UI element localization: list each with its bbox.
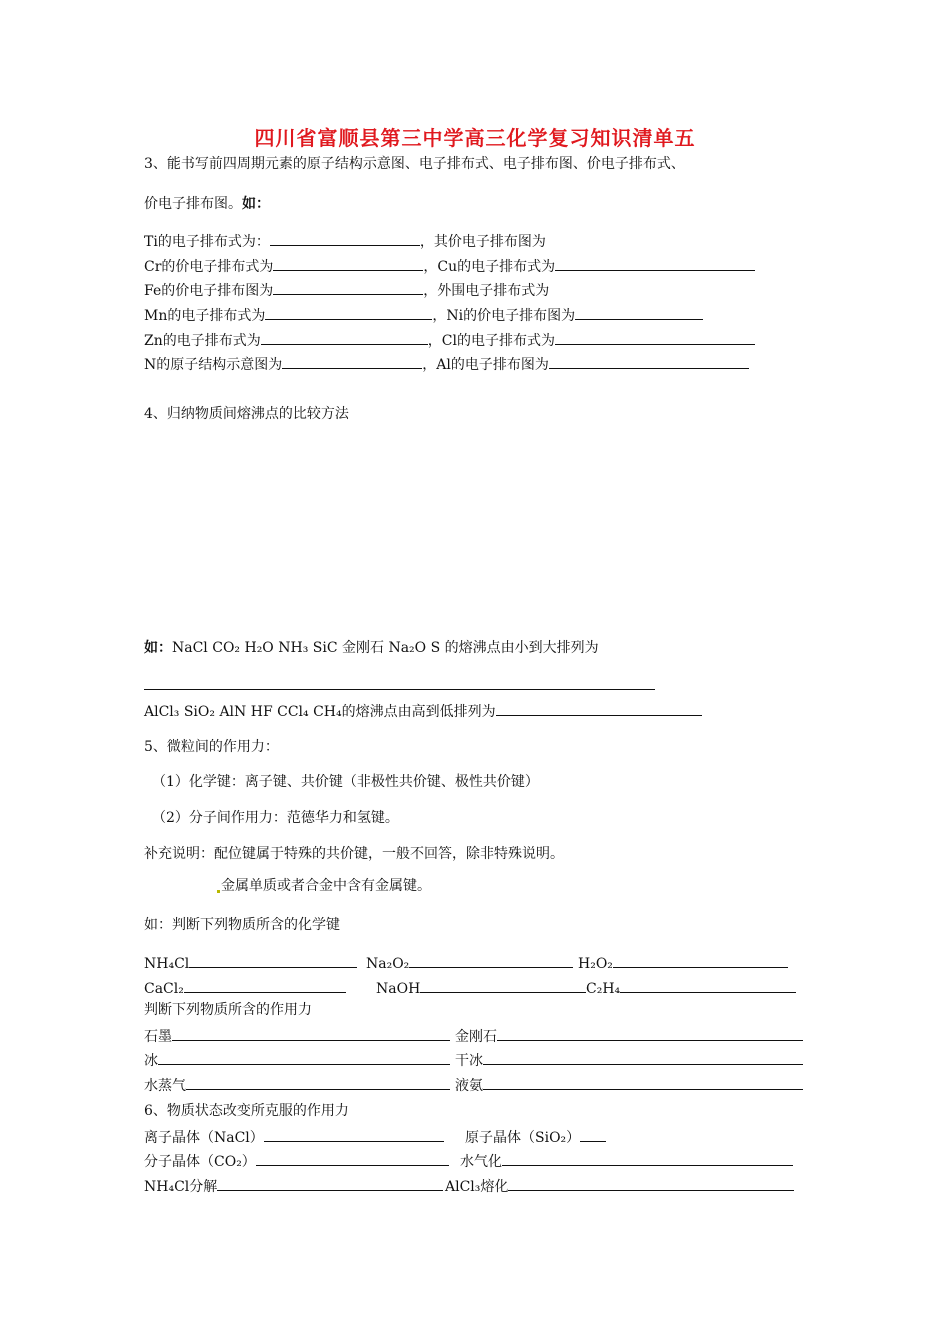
intermolecular-force-point: （2）分子间作用力：范德华力和氢键。 [152,810,399,826]
answer-blank[interactable] [613,952,788,968]
answer-blank[interactable] [555,329,755,345]
cr-config-line: Cr的价电子排布式为 ，Cu的电子排布式为 [144,255,755,277]
answer-blank[interactable] [264,1126,444,1142]
answer-blank[interactable] [273,255,423,271]
answer-blank[interactable] [508,1175,794,1191]
answer-blank[interactable] [497,1025,803,1041]
fe-config-line: Fe的价电子排布图为 ，外围电子排布式为 [144,279,549,301]
for-example-label: 如： [242,196,270,212]
nh4cl-decompose-item: NH₄Cl分解 [144,1175,443,1197]
melting-example-2: AlCl₃ SiO₂ AlN HF CCl₄ CH₄的熔沸点由高到低排列为 [144,700,702,722]
intro-text: 价电子排布图。 [144,196,242,212]
ionic-crystal-item: 离子晶体（NaCl） [144,1126,444,1148]
molecular-crystal-item: 分子晶体（CO₂） [144,1150,449,1172]
answer-blank[interactable] [483,1049,803,1065]
answer-blank[interactable] [256,1150,449,1166]
vaporization-item: 水气化 [460,1150,793,1172]
liquid-ammonia-item: 液氨 [455,1074,803,1096]
chemical-bond-point: （1）化学键：离子键、共价键（非极性共价键、极性共价键） [152,774,539,790]
atomic-crystal-item: 原子晶体（SiO₂） [465,1126,606,1148]
na2o2-item: Na₂O₂ [366,952,573,974]
c2h4-item: C₂H₄ [586,977,796,999]
answer-blank[interactable] [420,977,586,993]
answer-blank[interactable] [273,279,423,295]
answer-blank[interactable] [261,329,428,345]
answer-blank[interactable] [483,1074,803,1090]
section-3-intro: 3、能书写前四周期元素的原子结构示意图、电子排布式、电子排布图、价电子排布式、 [144,156,685,172]
bond-judge-prompt: 如：判断下列物质所含的化学键 [144,917,340,933]
answer-blank[interactable] [265,304,432,320]
zn-config-line: Zn的电子排布式为 ，Cl的电子排布式为 [144,329,755,351]
answer-blank[interactable] [282,353,422,369]
section-6-heading: 6、物质状态改变所克服的作用力 [144,1103,349,1119]
answer-blank[interactable] [502,1150,793,1166]
answer-blank[interactable] [189,952,357,968]
answer-blank[interactable] [158,1049,450,1065]
answer-blank[interactable] [580,1126,606,1142]
section-5-heading: 5、微粒间的作用力： [144,739,279,755]
graphite-item: 石墨 [144,1025,450,1047]
supplement-note: 补充说明：配位键属于特殊的共价键，一般不回答，除非特殊说明。 [144,846,564,862]
answer-blank[interactable] [186,1074,450,1090]
page-title: 四川省富顺县第三中学高三化学复习知识清单五 [254,126,696,150]
answer-blank[interactable] [409,952,573,968]
answer-blank[interactable] [496,700,702,716]
ice-item: 冰 [144,1049,450,1071]
answer-blank[interactable] [555,255,755,271]
melting-example-1: 如：NaCl CO₂ H₂O NH₃ SiC 金刚石 Na₂O S 的熔沸点由小到大排列为 [144,640,599,656]
answer-blank[interactable] [184,977,346,993]
water-vapor-item: 水蒸气 [144,1074,450,1096]
answer-blank[interactable] [575,304,703,320]
answer-line[interactable] [144,689,655,690]
mark-dot [217,890,220,893]
force-judge-prompt: 判断下列物质所含的作用力 [144,1002,312,1018]
section-3-intro-cont [144,194,270,214]
cacl2-item: CaCl₂ [144,977,346,999]
h2o2-item: H₂O₂ [578,952,788,974]
answer-blank[interactable] [172,1025,450,1041]
answer-blank[interactable] [549,353,749,369]
naoh-item: NaOH [376,977,586,999]
n-config-line: N的原子结构示意图为 ，Al的电子排布图为 [144,353,749,375]
dry-ice-item: 干冰 [455,1049,803,1071]
nh4cl-item: NH₄Cl [144,952,357,974]
answer-blank[interactable] [270,230,420,246]
diamond-item: 金刚石 [455,1025,803,1047]
metal-bond-note: 金属单质或者合金中含有金属键。 [216,876,431,896]
answer-blank[interactable] [217,1175,443,1191]
answer-blank[interactable] [620,977,796,993]
ti-config-line: Ti的电子排布式为： ，其价电子排布图为 [144,230,546,252]
alcl3-melt-item: AlCl₃熔化 [445,1175,794,1197]
section-4-heading: 4、归纳物质间熔沸点的比较方法 [144,406,349,422]
mn-config-line: Mn的电子排布式为 ，Ni的价电子排布图为 [144,304,703,326]
